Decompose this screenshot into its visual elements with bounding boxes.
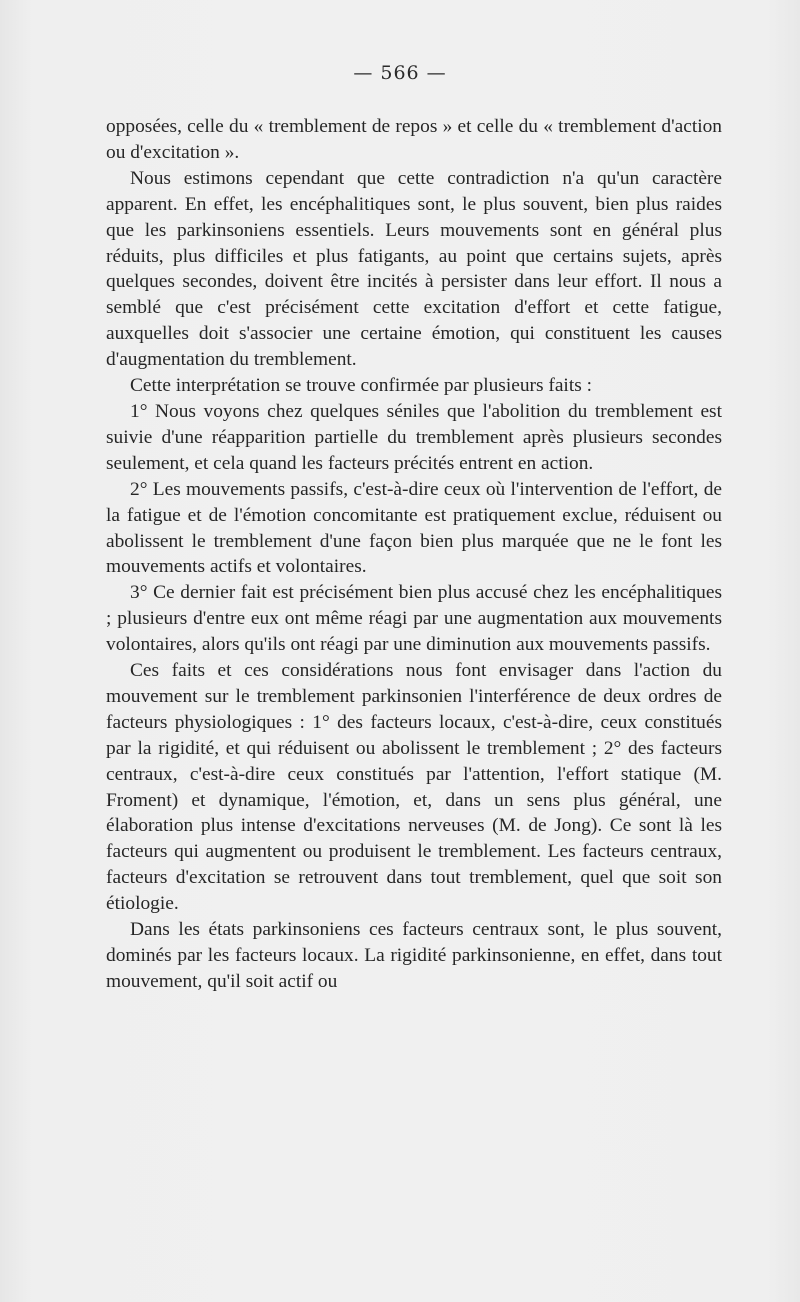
paragraph-5: 2° Les mouvements passifs, c'est-à-dire ceux où l'intervention de l'effort, de la fatigue et de l'émotion concomitante est pratiquement exclue, réduisent ou abolissent le tremblement d'une façon bien plus marquée que ne le font les mouvements actifs et volontaires.	[106, 478, 722, 578]
paragraph-4: 1° Nous voyons chez quelques séniles que l'abolition du tremblement est suivie d'une réapparition partielle du tremblement après plusieurs secondes seulement, et cela quand les facteurs précités entrent en action.	[106, 400, 722, 474]
paragraph-3: Cette interprétation se trouve confirmée par plusieurs faits :	[130, 375, 592, 397]
paragraph-6: 3° Ce dernier fait est précisément bien plus accusé chez les encéphalitiques ; plusieurs d'entre eux ont même réagi par une augmentation aux mouvements volontaires, alors qu'ils ont réagi par une diminution aux mouvements passifs.	[106, 582, 722, 656]
body-text	[106, 114, 722, 995]
paragraph-1: opposées, celle du « tremblement de repos » et celle du « tremblement d'action ou d'excitation ».	[106, 116, 722, 163]
paragraph-8: Dans les états parkinsoniens ces facteurs centraux sont, le plus souvent, dominés par les facteurs locaux. La rigidité parkinsonienne, en effet, dans tout mouvement, qu'il soit actif ou	[106, 919, 722, 992]
page-number-header: — 566 —	[353, 62, 447, 84]
paragraph-2: Nous estimons cependant que cette contradiction n'a qu'un caractère apparent. En effet, les encéphalitiques sont, le plus souvent, bien plus raides que les parkinsoniens essentiels. Leurs mouvements sont en général plus réduits, plus difficiles et plus fatigants, au point que certains sujets, après quelques secondes, doivent être incités à persister dans leur effort. Il nous a semblé que c'est précisément cette excitation d'effort et cette fatigue, auxquelles doit s'associer une certaine émotion, qui constituent les causes d'augmentation du tremblement.	[106, 167, 722, 371]
paragraph-7: Ces faits et ces considérations nous font envisager dans l'action du mouvement sur le tremblement parkinsonien l'interférence de deux ordres de facteurs physiologiques : 1° des facteurs locaux, c'est-à-dire, ceux constitués par la rigidité, et qui réduisent ou abolissent le tremblement ; 2° des facteurs centraux, c'est-à-dire ceux constitués par l'attention, l'effort statique (M. Froment) et dynamique, l'émotion, et, dans un sens plus général, une élaboration plus intense d'excitations nerveuses (M. de Jong). Ce sont là les facteurs qui augmentent ou produisent le tremblement. Les facteurs centraux, facteurs d'excitation se retrouvent dans tout tremblement, quel que soit son étiologie.	[106, 660, 722, 915]
